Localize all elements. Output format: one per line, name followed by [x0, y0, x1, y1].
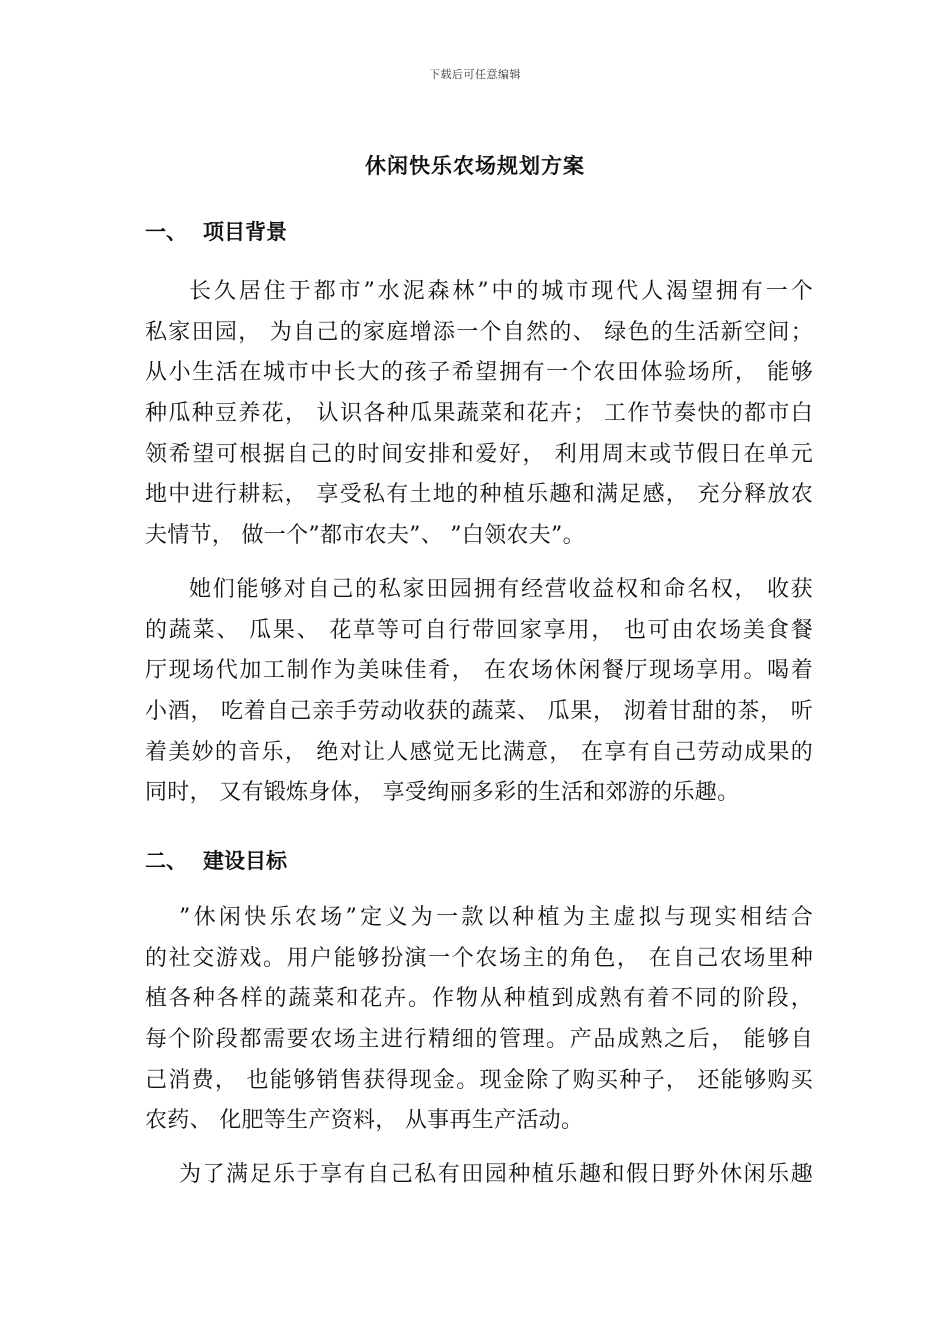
- section-2-paragraph-2: [145, 1155, 813, 1196]
- section-title-1: 项目背景: [203, 220, 287, 244]
- paragraph-line: 植各种各样的蔬菜和花卉。作物从种植到成熟有着不同的阶段，: [145, 986, 813, 1012]
- paragraph-line: 她们能够对自己的私家田园拥有经营收益权和命名权， 收获: [189, 577, 813, 602]
- paragraph-line: 领希望可根据自己的时间安排和爱好， 利用周末或节假日在单元: [145, 441, 813, 467]
- document-title: 休闲快乐农场规划方案: [365, 154, 585, 178]
- paragraph-line: ”休闲快乐农场”定义为一款以种植为主虚拟与现实相结合: [179, 905, 813, 930]
- paragraph-line: 着美妙的音乐， 绝对让人感觉无比满意， 在享有自己劳动成果的: [145, 739, 813, 765]
- paragraph-line: 小酒， 吃着自己亲手劳动收获的蔬菜、 瓜果， 沏着甘甜的茶， 听: [145, 699, 813, 725]
- section-heading-2: [145, 845, 287, 875]
- section-1-paragraph-2: [145, 570, 813, 814]
- paragraph-line: 厅现场代加工制作为美味佳肴， 在农场休闲餐厅现场享用。喝着: [145, 658, 813, 684]
- paragraph-line: 的社交游戏。用户能够扮演一个农场主的角色， 在自己农场里种: [145, 945, 813, 971]
- section-number-2: 二、: [145, 849, 187, 873]
- paragraph-line: 为了满足乐于享有自己私有田园种植乐趣和假日野外休闲乐趣: [179, 1162, 813, 1187]
- paragraph-line: 每个阶段都需要农场主进行精细的管理。产品成熟之后， 能够自: [145, 1027, 813, 1053]
- section-2-paragraph-1: [145, 898, 813, 1142]
- paragraph-line: 农药、 化肥等生产资料， 从事再生产活动。: [145, 1108, 584, 1134]
- paragraph-line: 种瓜种豆养花， 认识各种瓜果蔬菜和花卉； 工作节奏快的都市白: [145, 401, 813, 427]
- paragraph-line: 己消费， 也能够销售获得现金。现金除了购买种子， 还能够购买: [145, 1067, 813, 1093]
- paragraph-line: 的蔬菜、 瓜果、 花草等可自行带回家享用， 也可由农场美食餐: [145, 617, 813, 643]
- section-1-paragraph-1: [145, 272, 813, 557]
- page-header: 下载后可任意编辑: [429, 68, 521, 81]
- section-heading-1: [145, 216, 287, 246]
- paragraph-line: 地中进行耕耘， 享受私有土地的种植乐趣和满足感， 充分释放农: [145, 482, 813, 508]
- paragraph-line: 从小生活在城市中长大的孩子希望拥有一个农田体验场所， 能够: [145, 360, 813, 386]
- paragraph-line: 同时， 又有锻炼身体， 享受绚丽多彩的生活和郊游的乐趣。: [145, 780, 740, 806]
- section-number-1: 一、: [145, 220, 187, 244]
- paragraph-line: 私家田园， 为自己的家庭增添一个自然的、 绿色的生活新空间；: [145, 319, 813, 345]
- paragraph-line: 夫情节， 做一个”都市农夫”、 ”白领农夫”。: [145, 523, 585, 549]
- section-title-2: 建设目标: [203, 849, 287, 873]
- paragraph-line: 长久居住于都市”水泥森林”中的城市现代人渴望拥有一个: [189, 279, 813, 304]
